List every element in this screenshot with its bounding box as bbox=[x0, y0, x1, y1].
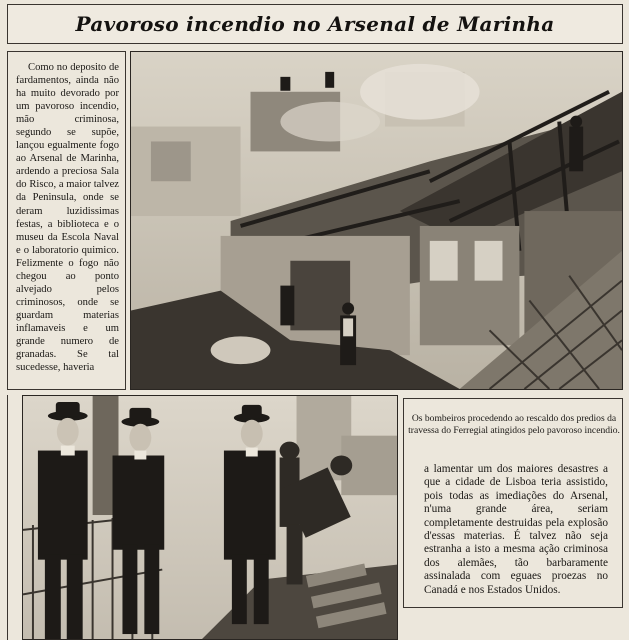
fire-ruins-photo-drawing bbox=[131, 52, 622, 389]
article-column-2-body bbox=[424, 463, 608, 597]
officials-at-ruins-photo bbox=[22, 395, 398, 640]
photo-caption bbox=[404, 399, 624, 435]
left-border-rule bbox=[7, 395, 20, 640]
article-paragraph-1: Como no deposito de fardamentos, ainda não ha muito devorado por um pavoroso incendio, mão criminosa, segundo se supõe, lançou egualmente fogo ao Arsenal de Marinha, ardendo a preciosa Sala do Risco, a maior talvez da Peninsula, onde se deram luzidissimas festas, a biblioteca e o museu da Escola Naval e o laboratorio quimico. Felizmente o fogo não chegou ao ponto alvejado pelos criminosos, onde se guardam materias inflamaveis e um grande numero de granadas. Se tal sucedesse, haveria bbox=[16, 62, 119, 374]
officials-at-ruins-photo-drawing bbox=[23, 396, 397, 639]
article-column-1 bbox=[7, 51, 126, 390]
fire-ruins-photo bbox=[130, 51, 623, 390]
article-column-2 bbox=[403, 398, 623, 608]
photo-caption-text: Os bombeiros procedendo ao rescaldo dos predios da travessa do Ferregial atingidos pelo pavoroso incendio. bbox=[408, 413, 620, 436]
article-paragraph-2: a lamentar um dos maiores desastres a que a cidade de Lisboa teria assistido, pois todas as imediações do Arsenal, n'uma grande área, seriam completamente destruidas pela explosão d'essas materias. É talvez não seja estranha a isto a mesma ação criminosa dos alemães, tão barbaramente assinalada com eguaes proezas no Canadá e nos Estados Unidos. bbox=[424, 463, 608, 596]
headline: Pavoroso incendio no Arsenal de Marinha bbox=[7, 4, 623, 44]
